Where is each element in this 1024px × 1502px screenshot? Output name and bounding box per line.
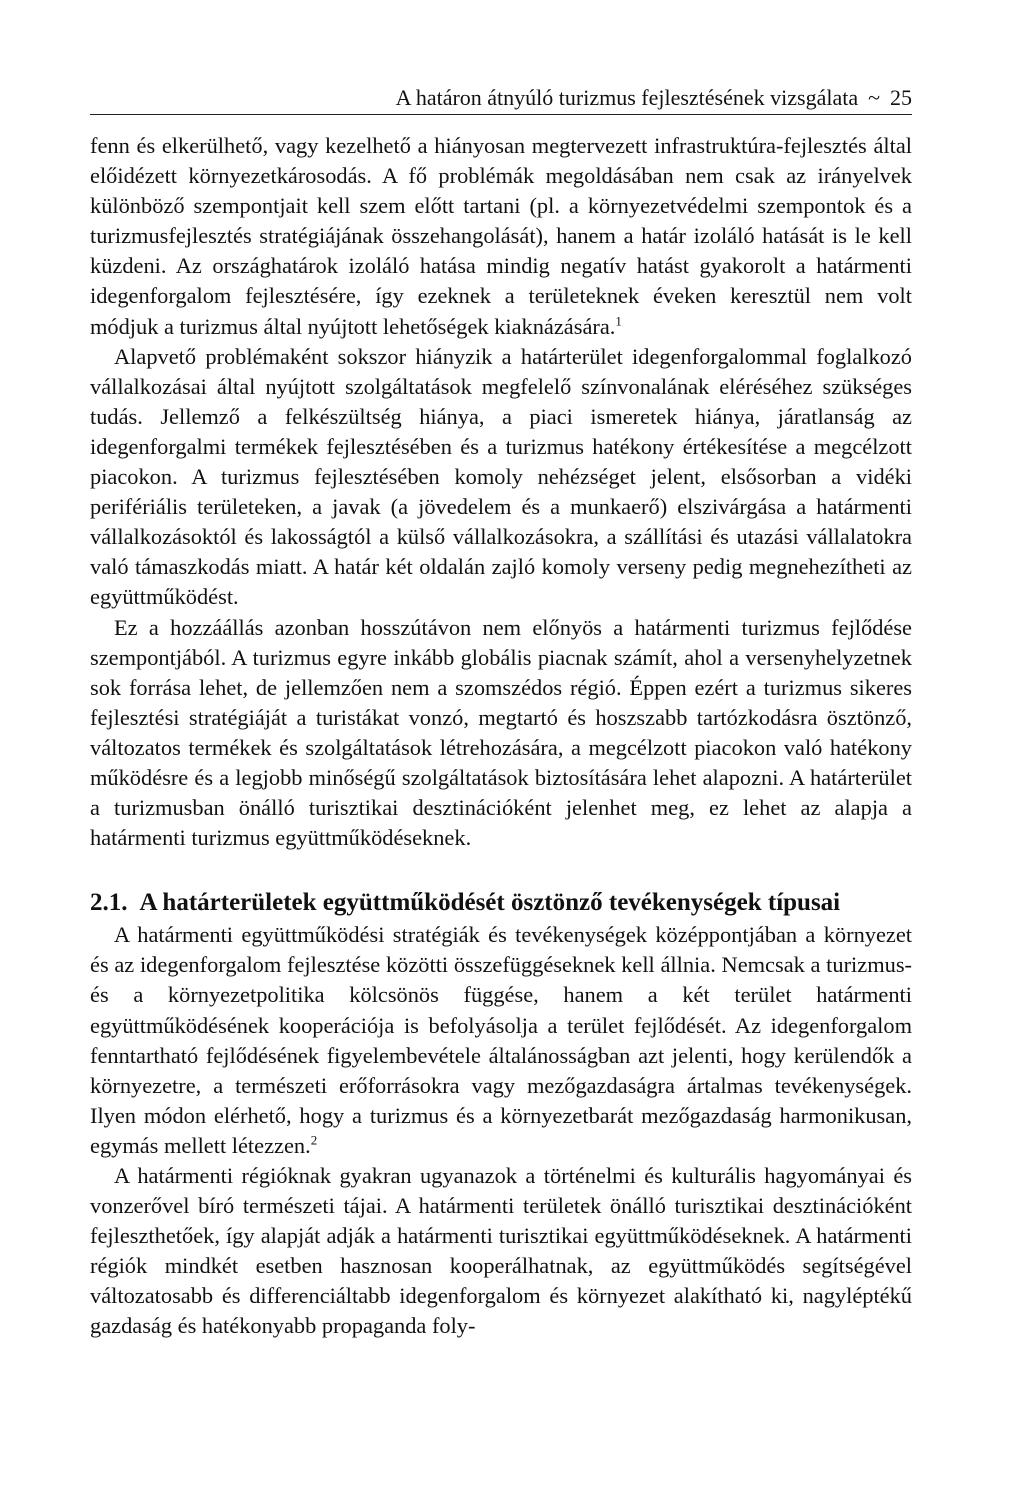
paragraph-1 xyxy=(90,131,912,342)
section-title: A határterületek együttműködését ösztönző tevékenységek típusai xyxy=(139,889,841,917)
page-number: 25 xyxy=(890,85,912,110)
paragraph-3 xyxy=(90,613,912,854)
section-paragraph-1 xyxy=(90,920,912,1161)
paragraph-text: A határmenti együttműködési stratégiák és tevékenységek középpontjában a környezet és az idegenforgalom fejlesztése közötti összefüggéseknek kell állnia. Nemcsak a turizmus- és a környezetpolitika kölcsönös függése, hanem a két terület határmenti együttműködésének kooperációja is befolyásolja a terület fejlődését. Az idegenforgalom fenntartható fejlődésének figyelembevétele általánosságban azt jelenti, hogy kerülendők a környezetre, a természeti erőforrásokra vagy mezőgazdaságra ártalmas tevékenységek. Ilyen módon elérhető, hogy a turizmus és a környezetbarát mezőgazdaság harmonikusan, egymás mellett létezzen. xyxy=(90,922,912,1158)
paragraph-text: Alapvető problémaként sokszor hiányzik a határterület idegenforgalommal foglalkozó vállalkozásai által nyújtott szolgáltatások megfelelő színvonalának eléréséhez szükséges tudás. Jellemző a felkészültség hiánya, a piaci ismeretek hiánya, járatlanság az idegenforgalmi termékek fejlesztésében és a turizmus hatékony értékesítése a megcélzott piacokon. A turizmus fejlesztésében komoly nehézséget jelent, elsősorban a vidéki perifériális területeken, a javak (a jövedelem és a munkaerő) elszivárgása a határmenti vállalkozásoktól és lakosságtól a külső vállalkozásokra, a szállítási és utazási vállalatokra való támaszkodás miatt. A határ két oldalán zajló komoly verseny pedig megnehezítheti az együttműködést. xyxy=(90,343,912,610)
header-separator: ~ xyxy=(868,85,880,110)
body-text xyxy=(90,131,912,1342)
running-header-title: A határon átnyúló turizmus fejlesztésének vizsgálata xyxy=(395,85,859,110)
paragraph-text: fenn és elkerülhető, vagy kezelhető a hiányosan megtervezett infrastruktúra-fejlesztés által előidézett környezetkárosodás. A fő problémák megoldásában nem csak az irányelvek különböző szempontjait kell szem előtt tartani (pl. a környezetvédelmi szempontok és a turizmusfejlesztés stratégiájának összehangolását), hanem a határ izoláló hatását is le kell küzdeni. Az országhatárok izoláló hatása mindig negatív hatást gyakorolt a határmenti idegenforgalom fejlesztésére, így ezeknek a területeknek éveken keresztül nem volt módjuk a turizmus által nyújtott lehetőségek kiaknázására. xyxy=(90,133,912,339)
section-number: 2.1. xyxy=(90,889,128,917)
running-header xyxy=(90,82,912,115)
footnote-marker-2: 2 xyxy=(310,1132,318,1148)
paragraph-text: Ez a hozzáállás azonban hosszútávon nem előnyös a határmenti turizmus fejlődése szempontjából. A turizmus egyre inkább globális piacnak számít, ahol a versenyhelyzetnek sok forrása lehet, de jellemzően nem a szomszédos régió. Éppen ezért a turizmus sikeres fejlesztési stratégiáját a turistákat vonzó, megtartó és hoszszabb tartózkodásra ösztönző, változatos termékek és szolgáltatások létrehozására, a megcélzott piacokon való hatékony működésre és a legjobb minőségű szolgáltatások biztosítására lehet alapozni. A határterület a turizmusban önálló turisztikai desztinációként jelenhet meg, ez lehet az alapja a határmenti turizmus együttműködéseknek. xyxy=(90,614,912,851)
section-heading xyxy=(90,888,912,918)
paragraph-2 xyxy=(90,342,912,613)
section-paragraph-2 xyxy=(90,1161,912,1342)
footnote-marker-1: 1 xyxy=(615,313,622,329)
paragraph-text: A határmenti régióknak gyakran ugyanazok a történelmi és kulturális hagyományai és vonzerővel bíró természeti tájai. A határmenti területek önálló turisztikai desztinációként fejleszthetőek, így alapját adják a határmenti turisztikai együttműködéseknek. A határmenti régiók mindkét esetben hasznosan kooperálhatnak, az együttműködés segítségével változatosabb és differenciáltabb idegenforgalom és környezet alakítható ki, nagyléptékű gazdaság és hatékonyabb propaganda foly- xyxy=(90,1163,912,1339)
